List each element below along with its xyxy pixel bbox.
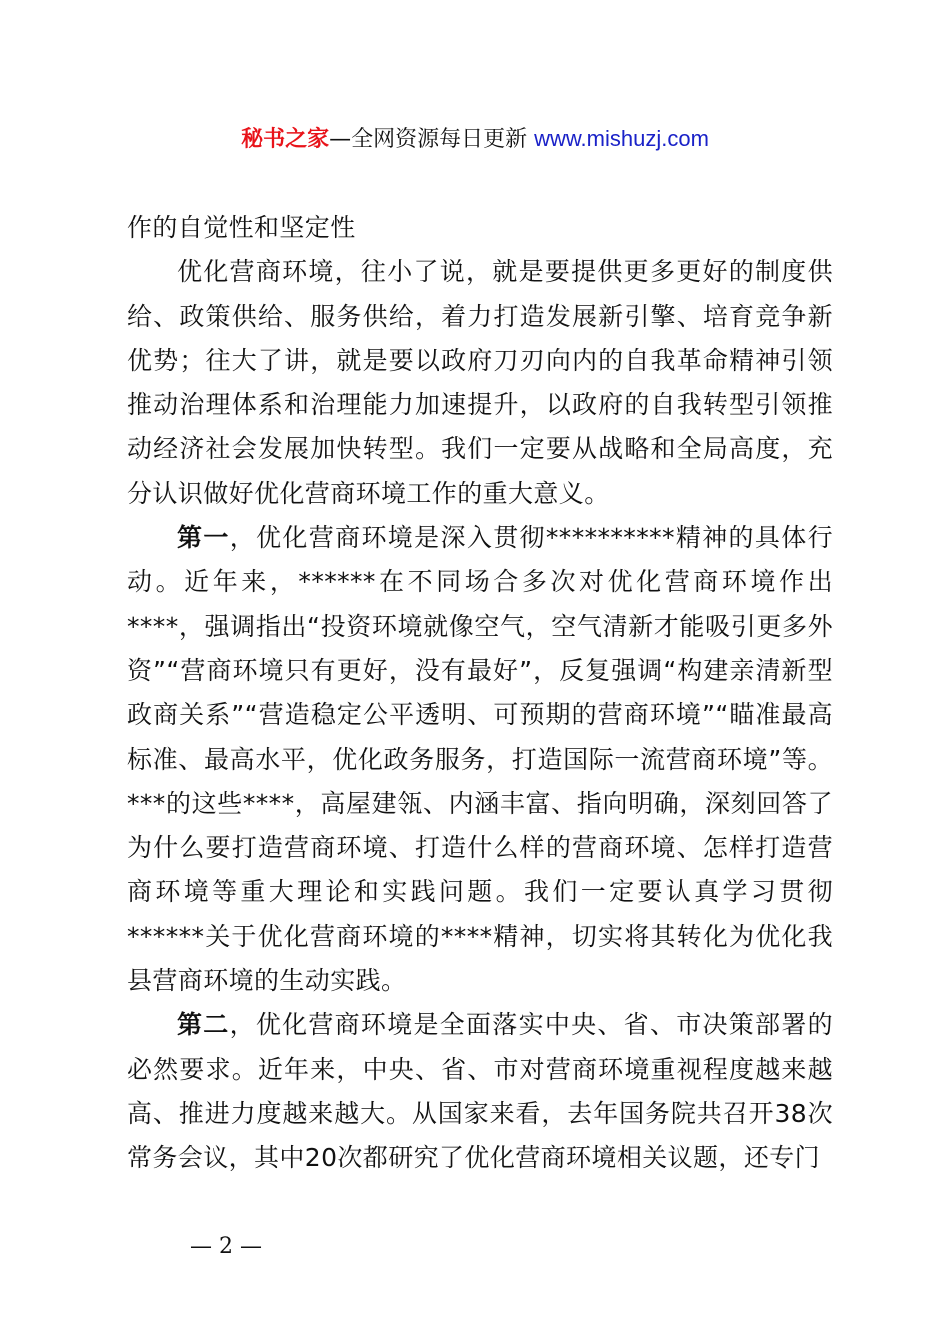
brand-name: 秘书之家 [241, 127, 330, 152]
paragraph-lead: 第二 [177, 1010, 230, 1040]
site-tagline: —全网资源每日更新 [329, 127, 528, 152]
paragraph-second-point [127, 1003, 833, 1180]
paragraph-lead: 第一 [177, 523, 230, 553]
site-header [0, 124, 950, 155]
paragraph-significance [127, 250, 833, 516]
site-url[interactable]: www.mishuzj.com [534, 126, 709, 151]
paragraph-continuation [127, 206, 833, 250]
paragraph-text: 优化营商环境，往小了说，就是要提供更多更好的制度供给、政策供给、服务供给，着力打造发展新引擎、培育竞争新优势；往大了讲，就是要以政府刀刃向内的自我革命精神引领推动治理体系和治理能力加速提升，以政府的自我转型引领推动经济社会发展加快转型。我们一定要从战略和全局高度，充分认识做好优化营商环境工作的重大意义。 [127, 257, 833, 508]
page-number: — 2 — [190, 1234, 262, 1259]
paragraph-text: ，优化营商环境是全面落实中央、省、市决策部署的必然要求。近年来，中央、省、市对营商环境重视程度越来越高、推进力度越来越大。从国家来看，去年国务院共召开38次常务会议，其中20次都研究了优化营商环境相关议题，还专门 [127, 1010, 834, 1173]
paragraph-first-point [127, 516, 833, 1003]
document-body [127, 206, 833, 1181]
paragraph-text: ，优化营商环境是深入贯彻**********精神的具体行动。近年来，******在不同场合多次对优化营商环境作出****，强调指出“投资环境就像空气，空气清新才能吸引更多外资”“营商环境只有更好，没有最好”，反复强调“构建亲清新型政商关系”“营造稳定公平透明、可预期的营商环境”“瞄准最高标准、最高水平，优化政务服务，打造国际一流营商环境”等。***的这些****，高屋建瓴、内涵丰富、指向明确，深刻回答了为什么要打造营商环境、打造什么样的营商环境、怎样打造营商环境等重大理论和实践问题。我们一定要认真学习贯彻******关于优化营商环境的****精神，切实将其转化为优化我县营商环境的生动实践。 [127, 523, 833, 996]
paragraph-text: 作的自觉性和坚定性 [127, 213, 356, 242]
